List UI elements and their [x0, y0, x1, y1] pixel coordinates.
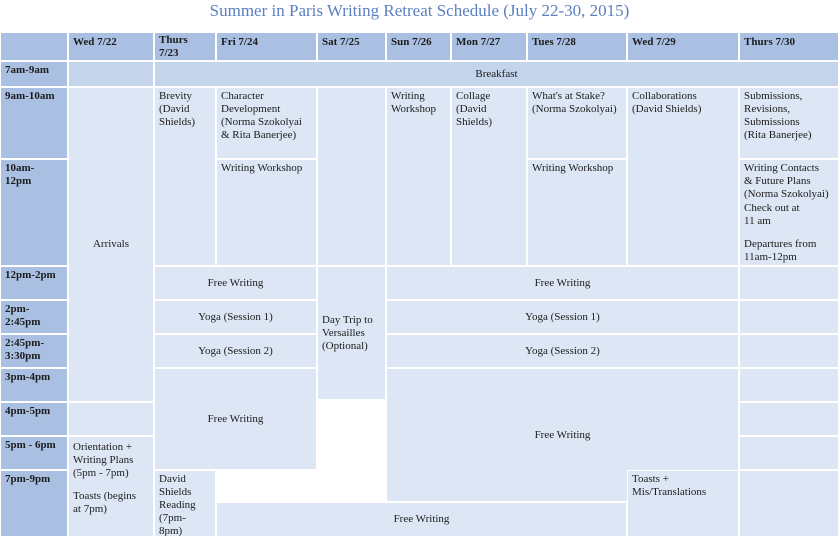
empty-cell [739, 266, 839, 300]
empty-cell [68, 402, 154, 436]
event-thursday-morning [739, 159, 839, 266]
event-toasts-mis-translations: Toasts + Mis/Translations [627, 470, 739, 537]
event-yoga-session-1-thu-fri: Yoga (Session 1) [154, 300, 317, 334]
empty-cell [739, 368, 839, 402]
toasts-begin-text: Toasts (begins at 7pm) [73, 490, 137, 515]
day-header-wed-7-22: Wed 7/22 [68, 32, 154, 61]
empty-cell [739, 470, 839, 537]
event-collaborations: Collaborations (David Shields) [627, 87, 739, 266]
event-free-writing-evening: Free Writing [216, 502, 627, 537]
time-slot-4pm: 4pm-5pm [0, 402, 68, 436]
check-out-text: Check out at 11 am [744, 202, 800, 227]
schedule-table [0, 32, 839, 537]
time-slot-7am: 7am-9am [0, 61, 68, 87]
time-slot-9am: 9am-10am [0, 87, 68, 159]
orientation-text: Orientation + Writing Plans (5pm - 7pm) [73, 441, 134, 479]
event-yoga-session-2-thu-fri: Yoga (Session 2) [154, 334, 317, 368]
empty-cell [739, 436, 839, 470]
event-orientation [68, 436, 154, 537]
event-yoga-session-2-sun-wed: Yoga (Session 2) [386, 334, 739, 368]
departures-text: Departures from 11am-12pm [744, 238, 817, 263]
empty-cell [317, 87, 386, 266]
event-free-writing-afternoon-sun-wed: Free Writing [386, 368, 739, 502]
event-yoga-session-1-sun-wed: Yoga (Session 1) [386, 300, 739, 334]
writing-contacts-text: Writing Contacts & Future Plans (Norma Szokolyai) [744, 162, 829, 200]
empty-cell [739, 300, 839, 334]
event-free-writing-afternoon-thu-fri: Free Writing [154, 368, 317, 470]
empty-cell [68, 61, 154, 87]
event-character-development: Character Development (Norma Szokolyai & Rita Banerjee) [216, 87, 317, 159]
event-submissions-revisions: Submissions, Revisions, Submissions (Rita Banerjee) [739, 87, 839, 159]
time-slot-5pm: 5pm - 6pm [0, 436, 68, 470]
event-writing-workshop-sun: Writing Workshop [386, 87, 451, 266]
day-header-thu-7-30: Thurs 7/30 [739, 32, 839, 61]
time-slot-10am: 10am- 12pm [0, 159, 68, 266]
day-header-sun-7-26: Sun 7/26 [386, 32, 451, 61]
event-whats-at-stake: What's at Stake? (Norma Szokolyai) [527, 87, 627, 159]
time-slot-2-45pm: 2:45pm- 3:30pm [0, 334, 68, 368]
day-header-fri-7-24: Fri 7/24 [216, 32, 317, 61]
day-header-tue-7-28: Tues 7/28 [527, 32, 627, 61]
event-free-writing-thu-fri: Free Writing [154, 266, 317, 300]
event-free-writing-sun-wed: Free Writing [386, 266, 739, 300]
event-breakfast: Breakfast [154, 61, 839, 87]
time-slot-2pm: 2pm- 2:45pm [0, 300, 68, 334]
time-slot-7pm: 7pm-9pm [0, 470, 68, 537]
time-slot-3pm: 3pm-4pm [0, 368, 68, 402]
empty-cell [739, 334, 839, 368]
event-writing-workshop-tue: Writing Workshop [527, 159, 627, 266]
event-arrivals: Arrivals [68, 87, 154, 402]
event-brevity: Brevity (David Shields) [154, 87, 216, 266]
page-title: Summer in Paris Writing Retreat Schedule (July 22-30, 2015) [209, 1, 630, 20]
event-david-shields-reading: David Shields Reading (7pm- 8pm) [154, 470, 216, 537]
day-header-mon-7-27: Mon 7/27 [451, 32, 527, 61]
event-collage: Collage (David Shields) [451, 87, 527, 266]
day-header-wed-7-29: Wed 7/29 [627, 32, 739, 61]
day-header-thu-7-23: Thurs 7/23 [154, 32, 216, 61]
day-header-sat-7-25: Sat 7/25 [317, 32, 386, 61]
header-corner [0, 32, 68, 61]
time-slot-12pm: 12pm-2pm [0, 266, 68, 300]
empty-cell [739, 402, 839, 436]
event-writing-workshop-fri: Writing Workshop [216, 159, 317, 266]
event-day-trip-versailles: Day Trip to Versailles (Optional) [317, 266, 386, 400]
